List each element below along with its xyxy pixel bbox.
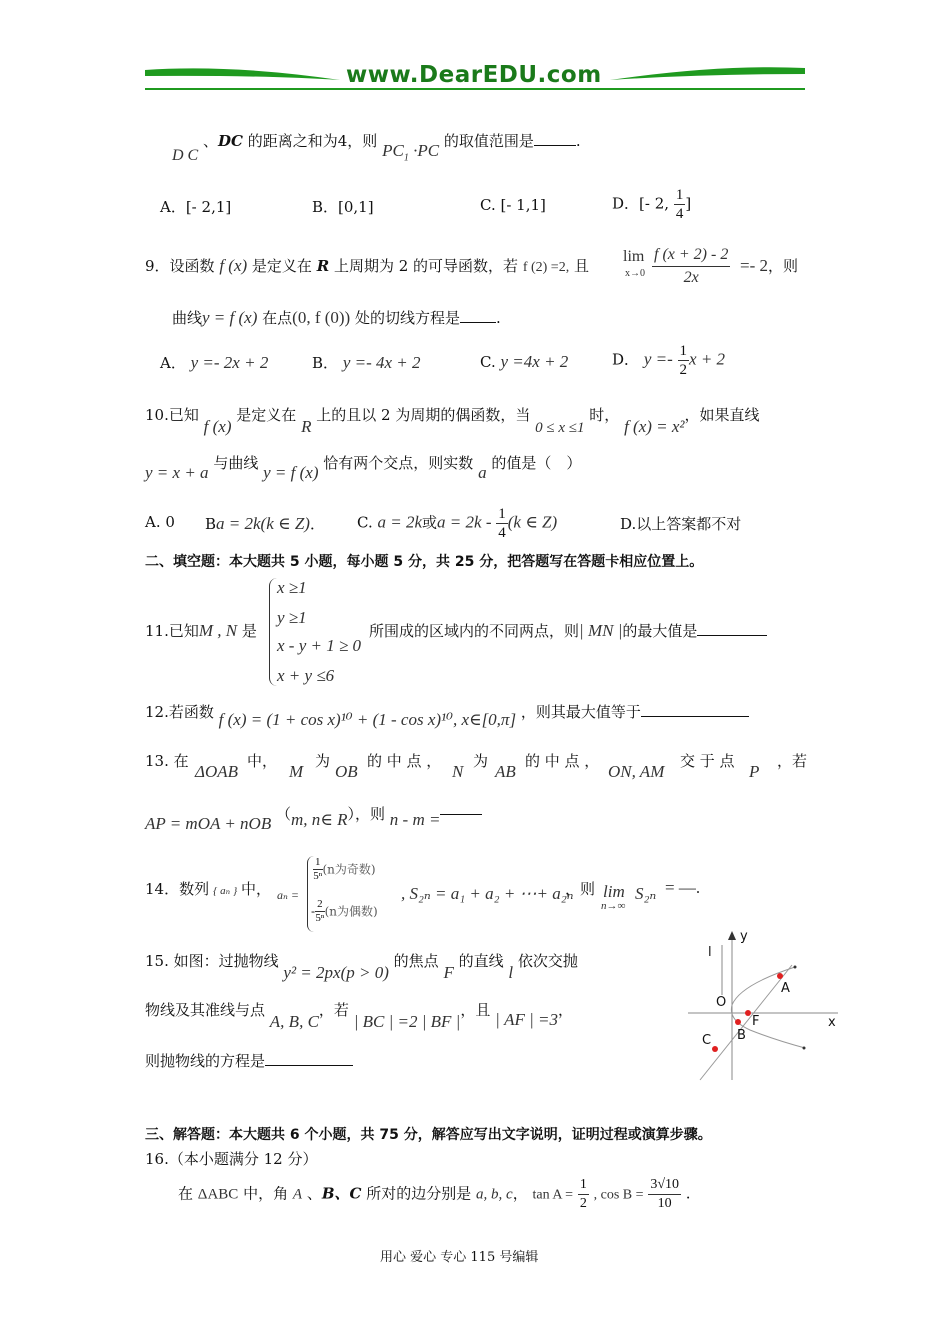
section2-title: 二、填空题：本大题共 5 小题，每小题 5 分，共 25 分，把答题写在答题卡相应位置上。 bbox=[145, 554, 704, 570]
q15-line1: 15. 如图：过抛物线 y² = 2px(p > 0) 的焦点 F 的直线 l 依次交抛 bbox=[145, 952, 578, 982]
q9-options: A． y =- 2x + 2 B． y =- 4x + 2 C. y =4x + 2 D． y =- $\frac{1}{2}$ x + 2 bbox=[160, 343, 726, 378]
q8-text: 的距离之和为4，则 bbox=[242, 132, 378, 150]
q16-title: 16.（本小题满分 12 分） bbox=[145, 1150, 318, 1168]
q9-fraction: $\frac{f (x + 2) - 2}{2x}$ bbox=[654, 246, 729, 286]
q8-text2: 的取值范围是 bbox=[443, 132, 534, 150]
header-logo-text: www.DearEDU.com bbox=[346, 62, 602, 88]
q10-line2: y = x + a 与曲线 y = f (x) 恰有两个交点，则实数 a 的值是（ ） bbox=[145, 454, 582, 482]
q8-dc1-label: D C bbox=[172, 147, 199, 164]
q8-expr: $PC_1 \cdot PC$ bbox=[382, 141, 440, 164]
q12: 12.若函数 f (x) = (1 + cos x)¹⁰ + (1 - cos x)¹⁰, x∈[0,π] ，则其最大值等于 bbox=[145, 701, 749, 722]
q9-line2: 曲线y = f (x) 在点(0, f (0)) 处的切线方程是 . bbox=[172, 308, 501, 327]
fig-label-c: C bbox=[702, 1033, 712, 1048]
point-f bbox=[745, 1010, 751, 1016]
fig-label-o: O bbox=[716, 995, 727, 1010]
fig-label-a: A bbox=[781, 981, 790, 996]
fig-label-x: x bbox=[828, 1015, 836, 1030]
q9-limit: lim x→0 bbox=[623, 248, 645, 279]
q8-dc: DC bbox=[218, 132, 243, 150]
q13-line2: AP = mOA + nOB （m, n∈ R），则 n - m = bbox=[145, 803, 482, 824]
q15-line2: 物线及其准线与点 A, B, C，若 | BC | =2 | BF |，且 | AF | =3， bbox=[145, 1001, 574, 1031]
q11: 11.已知M , N 是 x ≥1 y ≥1 x - y + 1 ≥ 0 x + y ≤6 所围成的区域内的不同两点，则| MN |的最大值是 bbox=[145, 578, 810, 693]
point-c bbox=[712, 1046, 718, 1052]
q8-sep: 、 bbox=[203, 132, 219, 150]
q16-line1: 在 ΔABC 中，角 A 、B、C 所对的边分别是 a, b, c， tan A = $\frac{1}{2}$ , cos B = $\frac{3√10}{10}$ . bbox=[178, 1177, 691, 1211]
q10-options: A. 0 Ba = 2k(k ∈ Z)． C. a = 2k或a = 2k - $\frac{1}{4}$ (k ∈ Z) D.以上答案都不对 bbox=[145, 506, 742, 541]
q15-figure bbox=[680, 925, 850, 1085]
fig-label-l: l bbox=[708, 945, 712, 960]
parabola-diagram bbox=[680, 925, 850, 1085]
q10-line1: 10.已知 f (x) 是定义在 R 上的且以 2 为周期的偶函数，当 0 ≤ x ≤1 时， f (x) = x²，如果直线 bbox=[145, 406, 760, 436]
point-b bbox=[735, 1019, 741, 1025]
section3-title: 三、解答题：本大题共 6 个小题，共 75 分，解答应写出文字说明，证明过程或演算步骤。 bbox=[145, 1127, 712, 1143]
point-a bbox=[777, 973, 783, 979]
q9-line1: 9．设函数 f (x) 是定义在 R 上周期为 2 的可导函数，若 f (2) =2, 且 bbox=[145, 256, 589, 275]
fig-label-b: B bbox=[737, 1028, 746, 1043]
footer-text: 用心 爱心 专心 115 号编辑 bbox=[380, 1250, 539, 1265]
fig-label-f: F bbox=[752, 1014, 760, 1029]
q15-line3: 则抛物线的方程是 bbox=[145, 1050, 353, 1071]
q14: 14．数列 { aₙ } 中， aₙ = $\frac{1}{\text{5ⁿ}}$ (n为奇数) - $\frac{2}{\text{5ⁿ}}$ (n为偶数) , S₂ₙ = a₁ + a₂ + ⋯+ a₂ₙ ，则 lim n→∞ S₂ₙ = —. bbox=[145, 856, 810, 936]
q8-option-c: C. [- 1,1] bbox=[480, 196, 546, 214]
q9-rhs: =- 2，则 bbox=[740, 256, 799, 275]
q8-option-b: B．[0,1] bbox=[312, 198, 374, 216]
fig-label-y: y bbox=[740, 929, 748, 944]
q13-line1: 13. 在 ΔOAB 中， M 为 OB 的 中 点 ， N 为 AB 的 中 点 ， ON, AM 交 于 点 P ，若 bbox=[145, 752, 808, 781]
q8-option-d: D．[- 2, $\frac{1}{4}$ ] bbox=[612, 187, 692, 222]
header-logo bbox=[140, 58, 810, 94]
q8-option-a: A．[- 2,1] bbox=[160, 198, 232, 216]
q8-line1: D C 、DC 的距离之和为4，则 $PC_1 \cdot PC$ 的取值范围是 . bbox=[172, 132, 581, 164]
